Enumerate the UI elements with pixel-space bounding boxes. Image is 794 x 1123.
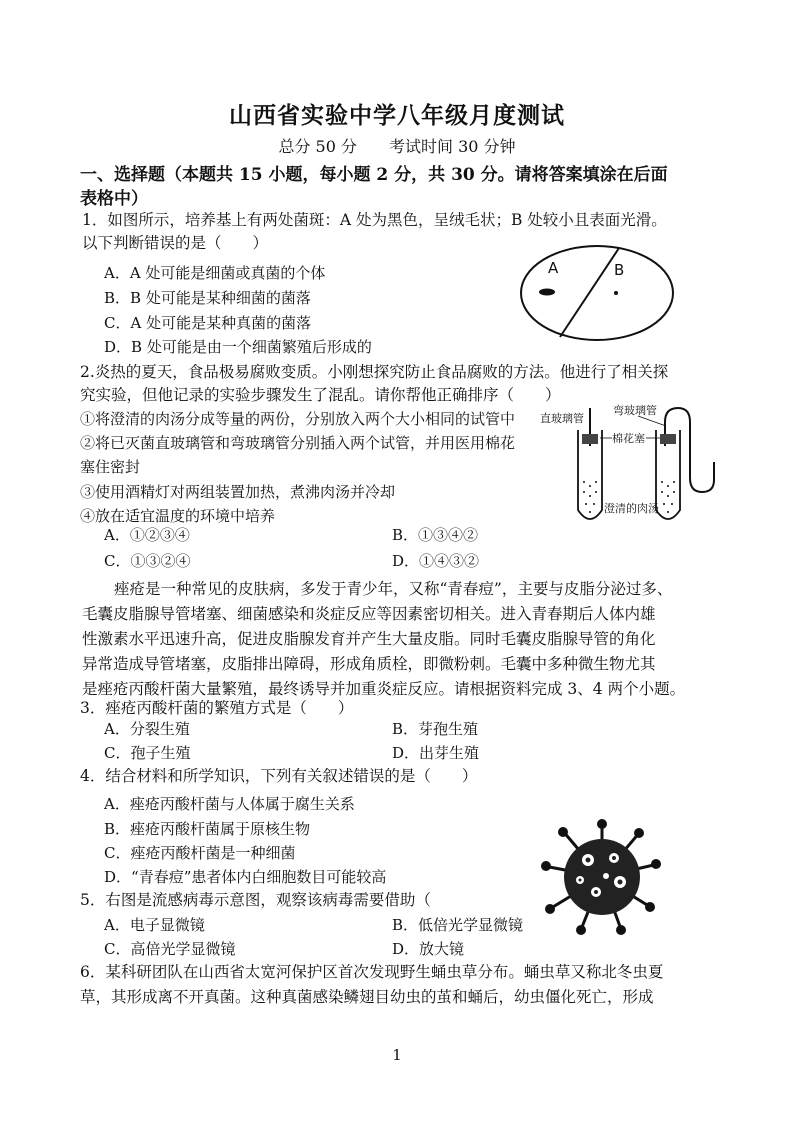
q2-step-1: ①将澄清的肉汤分成等量的两份，分别放入两个大小相同的试管中 [80, 410, 516, 428]
virus-body [564, 839, 640, 915]
q5-option-c: C．高倍光学显微镜 [104, 940, 236, 958]
passage-line5: 是痤疮丙酸杆菌大量繁殖，最终诱导并加重炎症反应。请根据资料完成 3、4 两个小题。 [82, 680, 686, 698]
left-broth-dots [583, 481, 597, 513]
q1-option-b: B．B 处可能是某种细菌的菌落 [104, 289, 311, 307]
label-cotton-plug: 棉花塞 [612, 432, 645, 445]
colony-a [539, 289, 555, 296]
q6-stem-line2: 草，其形成离不开真菌。这种真菌感染鳞翅目幼虫的茧和蛹后，幼虫僵化死亡，形成 [80, 988, 654, 1006]
label-straight-tube: 直玻璃管 [540, 412, 584, 425]
passage-line4: 异常造成导管堵塞，皮脂排出障碍，形成角质栓，即微粉刺。毛囊中多种微生物尤其 [82, 655, 656, 673]
q2-option-b: B．①③④② [392, 526, 479, 544]
q3-option-b: B．芽孢生殖 [392, 720, 479, 738]
q3-option-c: C．孢子生殖 [104, 744, 191, 762]
q6-stem-line1: 6．某科研团队在山西省太宽河保护区首次发现野生蛹虫草分布。蛹虫草又称北冬虫夏 [80, 963, 664, 981]
q1-stem-line1: 1．如图所示，培养基上有两处菌斑：A 处为黑色，呈绒毛状；B 处较小且表面光滑。 [82, 211, 667, 229]
label-bent-tube: 弯玻璃管 [613, 404, 657, 417]
q5-option-a: A．电子显微镜 [104, 916, 205, 934]
q3-option-a: A．分裂生殖 [104, 720, 190, 738]
influenza-virus-figure [540, 818, 664, 936]
q4-option-a: A．痤疮丙酸杆菌与人体属于腐生关系 [104, 795, 355, 813]
right-cotton-plug [660, 434, 676, 444]
page-title: 山西省实验中学八年级月度测试 [229, 102, 565, 129]
label-broth: 澄清的肉汤 [604, 502, 659, 515]
bent-glass-tube [665, 408, 714, 492]
q3-option-d: D．出芽生殖 [392, 744, 480, 762]
q2-step-2-cont: 塞住密封 [80, 458, 141, 476]
q5-stem: 5．右图是流感病毒示意图，观察该病毒需要借助（ [80, 891, 431, 909]
label-b: B [614, 261, 625, 279]
page-number: 1 [392, 1046, 402, 1064]
petri-dish-figure [518, 242, 678, 344]
exam-info: 总分 50 分 考试时间 30 分钟 [278, 137, 516, 156]
section-heading-line1: 一、选择题（本题共 15 小题，每小题 2 分，共 30 分。请将答案填涂在后面 [80, 165, 668, 185]
left-cotton-plug [582, 434, 598, 444]
q2-option-c: C．①③②④ [104, 552, 191, 570]
divider-line [560, 248, 619, 337]
q4-option-c: C．痤疮丙酸杆菌是一种细菌 [104, 844, 296, 862]
q1-stem-line2: 以下判断错误的是（ ） [82, 234, 269, 252]
q3-stem: 3．痤疮丙酸杆菌的繁殖方式是（ ） [80, 699, 354, 717]
q2-step-4: ④放在适宜温度的环境中培养 [80, 507, 276, 525]
q1-option-a: A．A 处可能是细菌或真菌的个体 [104, 264, 326, 282]
q2-stem-line1: 2.炎热的夏天，食品极易腐败变质。小刚想探究防止食品腐败的方法。他进行了相关探 [80, 363, 669, 381]
label-a: A [548, 259, 559, 277]
q1-option-c: C．A 处可能是某种真菌的菌落 [104, 314, 312, 332]
q5-option-b: B．低倍光学显微镜 [392, 916, 524, 934]
q4-stem: 4．结合材料和所学知识，下列有关叙述错误的是（ ） [80, 767, 478, 785]
q1-option-d: D．B 处可能是由一个细菌繁殖后形成的 [104, 338, 372, 356]
colony-b [614, 291, 618, 295]
q2-stem-line2: 究实验，但他记录的实验步骤发生了混乱。请你帮他正确排序（ ） [80, 386, 561, 404]
test-tube-figure [538, 400, 728, 530]
q4-option-d: D．“青春痘”患者体内白细胞数目可能较高 [104, 868, 387, 886]
q2-option-d: D．①④③② [392, 552, 480, 570]
passage-line1: 痤疮是一种常见的皮肤病，多发于青少年，又称“青春痘”，主要与皮脂分泌过多、 [114, 580, 673, 598]
right-broth-dots [661, 481, 675, 513]
q5-option-d: D．放大镜 [392, 940, 465, 958]
q2-step-2: ②将已灭菌直玻璃管和弯玻璃管分别插入两个试管，并用医用棉花 [80, 434, 516, 452]
passage-line3: 性激素水平迅速升高，促进皮脂腺发育并产生大量皮脂。同时毛囊皮脂腺导管的角化 [82, 630, 656, 648]
q4-option-b: B．痤疮丙酸杆菌属于原核生物 [104, 820, 311, 838]
q2-step-3: ③使用酒精灯对两组装置加热，煮沸肉汤并冷却 [80, 483, 396, 501]
passage-line2: 毛囊皮脂腺导管堵塞、细菌感染和炎症反应等因素密切相关。进入青春期后人体内雄 [82, 605, 656, 623]
q2-option-a: A．①②③④ [104, 526, 190, 544]
section-heading-line2: 表格中） [80, 189, 148, 209]
